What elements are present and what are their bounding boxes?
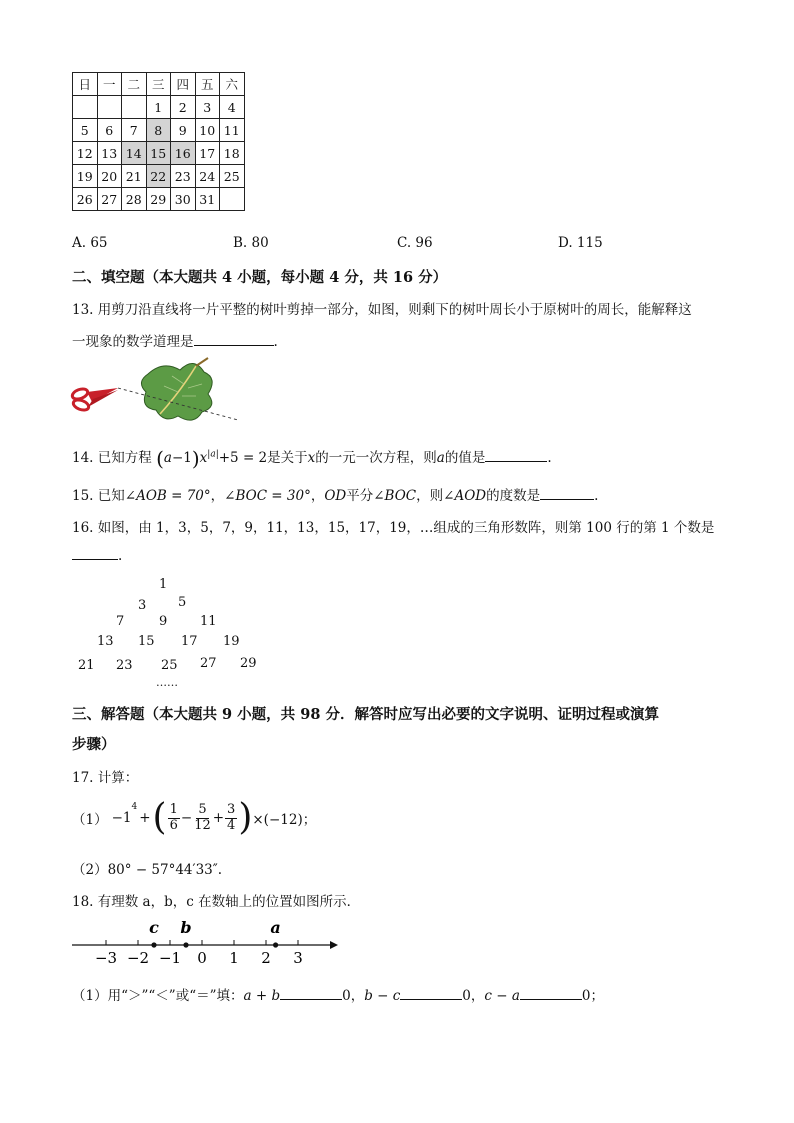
tri-number: 5 <box>178 595 187 610</box>
point-c <box>151 942 156 947</box>
calendar-cell: 19 <box>73 165 98 188</box>
calendar-header-cell: 六 <box>220 73 245 96</box>
point-label-a: a <box>270 918 281 937</box>
calendar-cell: 10 <box>195 119 220 142</box>
tri-number: 1 <box>159 577 168 592</box>
calendar-cell: 16 <box>171 142 196 165</box>
answer-blank <box>485 460 547 462</box>
calendar-header-cell: 一 <box>97 73 122 96</box>
question-16-line1: 16. 如图，由 1，3，5，7，9，11，13，15，17，19，…组成的三角形数阵，则第 100 行的第 1 个数是 <box>72 520 715 536</box>
calendar-cell: 7 <box>122 119 147 142</box>
point-a <box>273 942 278 947</box>
calendar-table <box>72 72 245 211</box>
calendar-header-cell: 日 <box>73 73 98 96</box>
calendar-cell: 17 <box>195 142 220 165</box>
calendar-cell <box>73 96 98 119</box>
calendar-header-cell: 三 <box>146 73 171 96</box>
calendar-cell: 21 <box>122 165 147 188</box>
option-a: A. 65 <box>72 235 108 251</box>
calendar-header-cell: 二 <box>122 73 147 96</box>
tri-number: 21 <box>78 658 95 673</box>
tick-label: −1 <box>158 949 182 967</box>
section-title-solutions-cont: 步骤） <box>72 736 116 753</box>
question-16-line2: . <box>72 548 122 564</box>
calendar-cell: 11 <box>220 119 245 142</box>
calendar-cell: 9 <box>171 119 196 142</box>
number-line-figure <box>68 915 348 970</box>
calendar-cell: 24 <box>195 165 220 188</box>
question-13-line2: 一现象的数学道理是 . <box>72 334 278 350</box>
calendar-cell <box>122 96 147 119</box>
tick-label: −2 <box>126 949 150 967</box>
calendar-cell: 1 <box>146 96 171 119</box>
calendar-cell: 3 <box>195 96 220 119</box>
fraction: $\frac{1}{6}$ <box>169 802 178 833</box>
tri-number: 29 <box>240 656 257 671</box>
tri-number: 3 <box>138 598 147 613</box>
tri-number: 23 <box>116 658 133 673</box>
point-label-b: b <box>180 918 192 937</box>
tri-number: 17 <box>181 634 198 649</box>
section-title-solutions: 三、解答题（本大题共 9 小题，共 98 分．解答时应写出必要的文字说明、证明过程或演算 <box>72 706 659 723</box>
tri-number: 9 <box>159 614 168 629</box>
calendar-cell: 2 <box>171 96 196 119</box>
option-b: B. 80 <box>233 235 269 251</box>
option-d: D. 115 <box>558 235 603 251</box>
tick-label: 0 <box>197 949 207 967</box>
option-c: C. 96 <box>397 235 433 251</box>
fraction: $\frac{3}{4}$ <box>227 802 236 833</box>
question-14: 14. 已知方程 $(a-1)x^{|a|}+5 = 2$是关于x的一元一次方程，则a的值是 . <box>72 446 552 471</box>
calendar-cell: 23 <box>171 165 196 188</box>
calendar-cell: 14 <box>122 142 147 165</box>
calendar-header-cell: 四 <box>171 73 196 96</box>
point-label-c: c <box>149 918 159 937</box>
calendar-cell: 5 <box>73 119 98 142</box>
calendar-cell: 8 <box>146 119 171 142</box>
tri-number: 15 <box>138 634 155 649</box>
answer-blank <box>194 344 274 346</box>
tri-number: 19 <box>223 634 240 649</box>
tick-label: 1 <box>229 949 239 967</box>
point-b <box>183 942 188 947</box>
answer-blank <box>400 998 462 1000</box>
tick-label: 2 <box>261 949 271 967</box>
tri-number: 11 <box>200 614 217 629</box>
fraction: $\frac{5}{12}$ <box>194 802 211 833</box>
leaf-icon <box>141 358 212 420</box>
calendar-cell: 15 <box>146 142 171 165</box>
scissors-icon <box>71 387 118 412</box>
calendar-cell <box>220 188 245 211</box>
tri-ellipsis: …… <box>156 676 178 689</box>
arrow-icon <box>330 941 338 949</box>
question-18-part1: （1）用“＞”“＜”或“＝”填：a + b 0，b − c 0，c − a 0； <box>72 988 604 1004</box>
answer-blank <box>520 998 582 1000</box>
calendar-header-cell: 五 <box>195 73 220 96</box>
calendar-cell: 4 <box>220 96 245 119</box>
question-17-title: 17. 计算： <box>72 770 139 786</box>
tri-number: 25 <box>161 658 178 673</box>
answer-blank <box>280 998 342 1000</box>
calendar-cell: 28 <box>122 188 147 211</box>
question-18-title: 18. 有理数 a，b，c 在数轴上的位置如图所示． <box>72 894 361 910</box>
calendar-cell: 6 <box>97 119 122 142</box>
calendar-cell: 31 <box>195 188 220 211</box>
calendar-cell: 26 <box>73 188 98 211</box>
answer-blank <box>540 498 594 500</box>
calendar-cell: 30 <box>171 188 196 211</box>
question-13-line1: 13. 用剪刀沿直线将一片平整的树叶剪掉一部分，如图，则剩下的树叶周长小于原树叶的周长，能解释这 <box>72 302 692 318</box>
calendar-cell: 20 <box>97 165 122 188</box>
calendar-cell: 27 <box>97 188 122 211</box>
question-15: 15. 已知∠AOB = 70°，∠BOC = 30°，OD平分∠BOC，则∠AOD的度数是 . <box>72 488 599 504</box>
tri-number: 7 <box>116 614 125 629</box>
tri-number: 13 <box>97 634 114 649</box>
calendar-cell: 29 <box>146 188 171 211</box>
calendar-cell: 13 <box>97 142 122 165</box>
calendar-cell: 25 <box>220 165 245 188</box>
question-17-part1: （1） −1 $^4$ + ( $\frac{1}{6}$ − $\frac{5}{12}$ + $\frac{3}{4}$ ) ×(−12)； <box>72 797 317 838</box>
answer-blank <box>72 558 118 560</box>
scissors-leaf-figure <box>68 352 248 427</box>
calendar-cell <box>97 96 122 119</box>
question-17-part2: （2）80° − 57°44′33″. <box>72 862 223 878</box>
calendar-cell: 12 <box>73 142 98 165</box>
tri-number: 27 <box>200 656 217 671</box>
calendar-cell: 18 <box>220 142 245 165</box>
tick-label: 3 <box>293 949 303 967</box>
calendar-cell: 22 <box>146 165 171 188</box>
tick-label: −3 <box>94 949 118 967</box>
section-title-fill-in: 二、填空题（本大题共 4 小题，每小题 4 分，共 16 分） <box>72 269 448 286</box>
